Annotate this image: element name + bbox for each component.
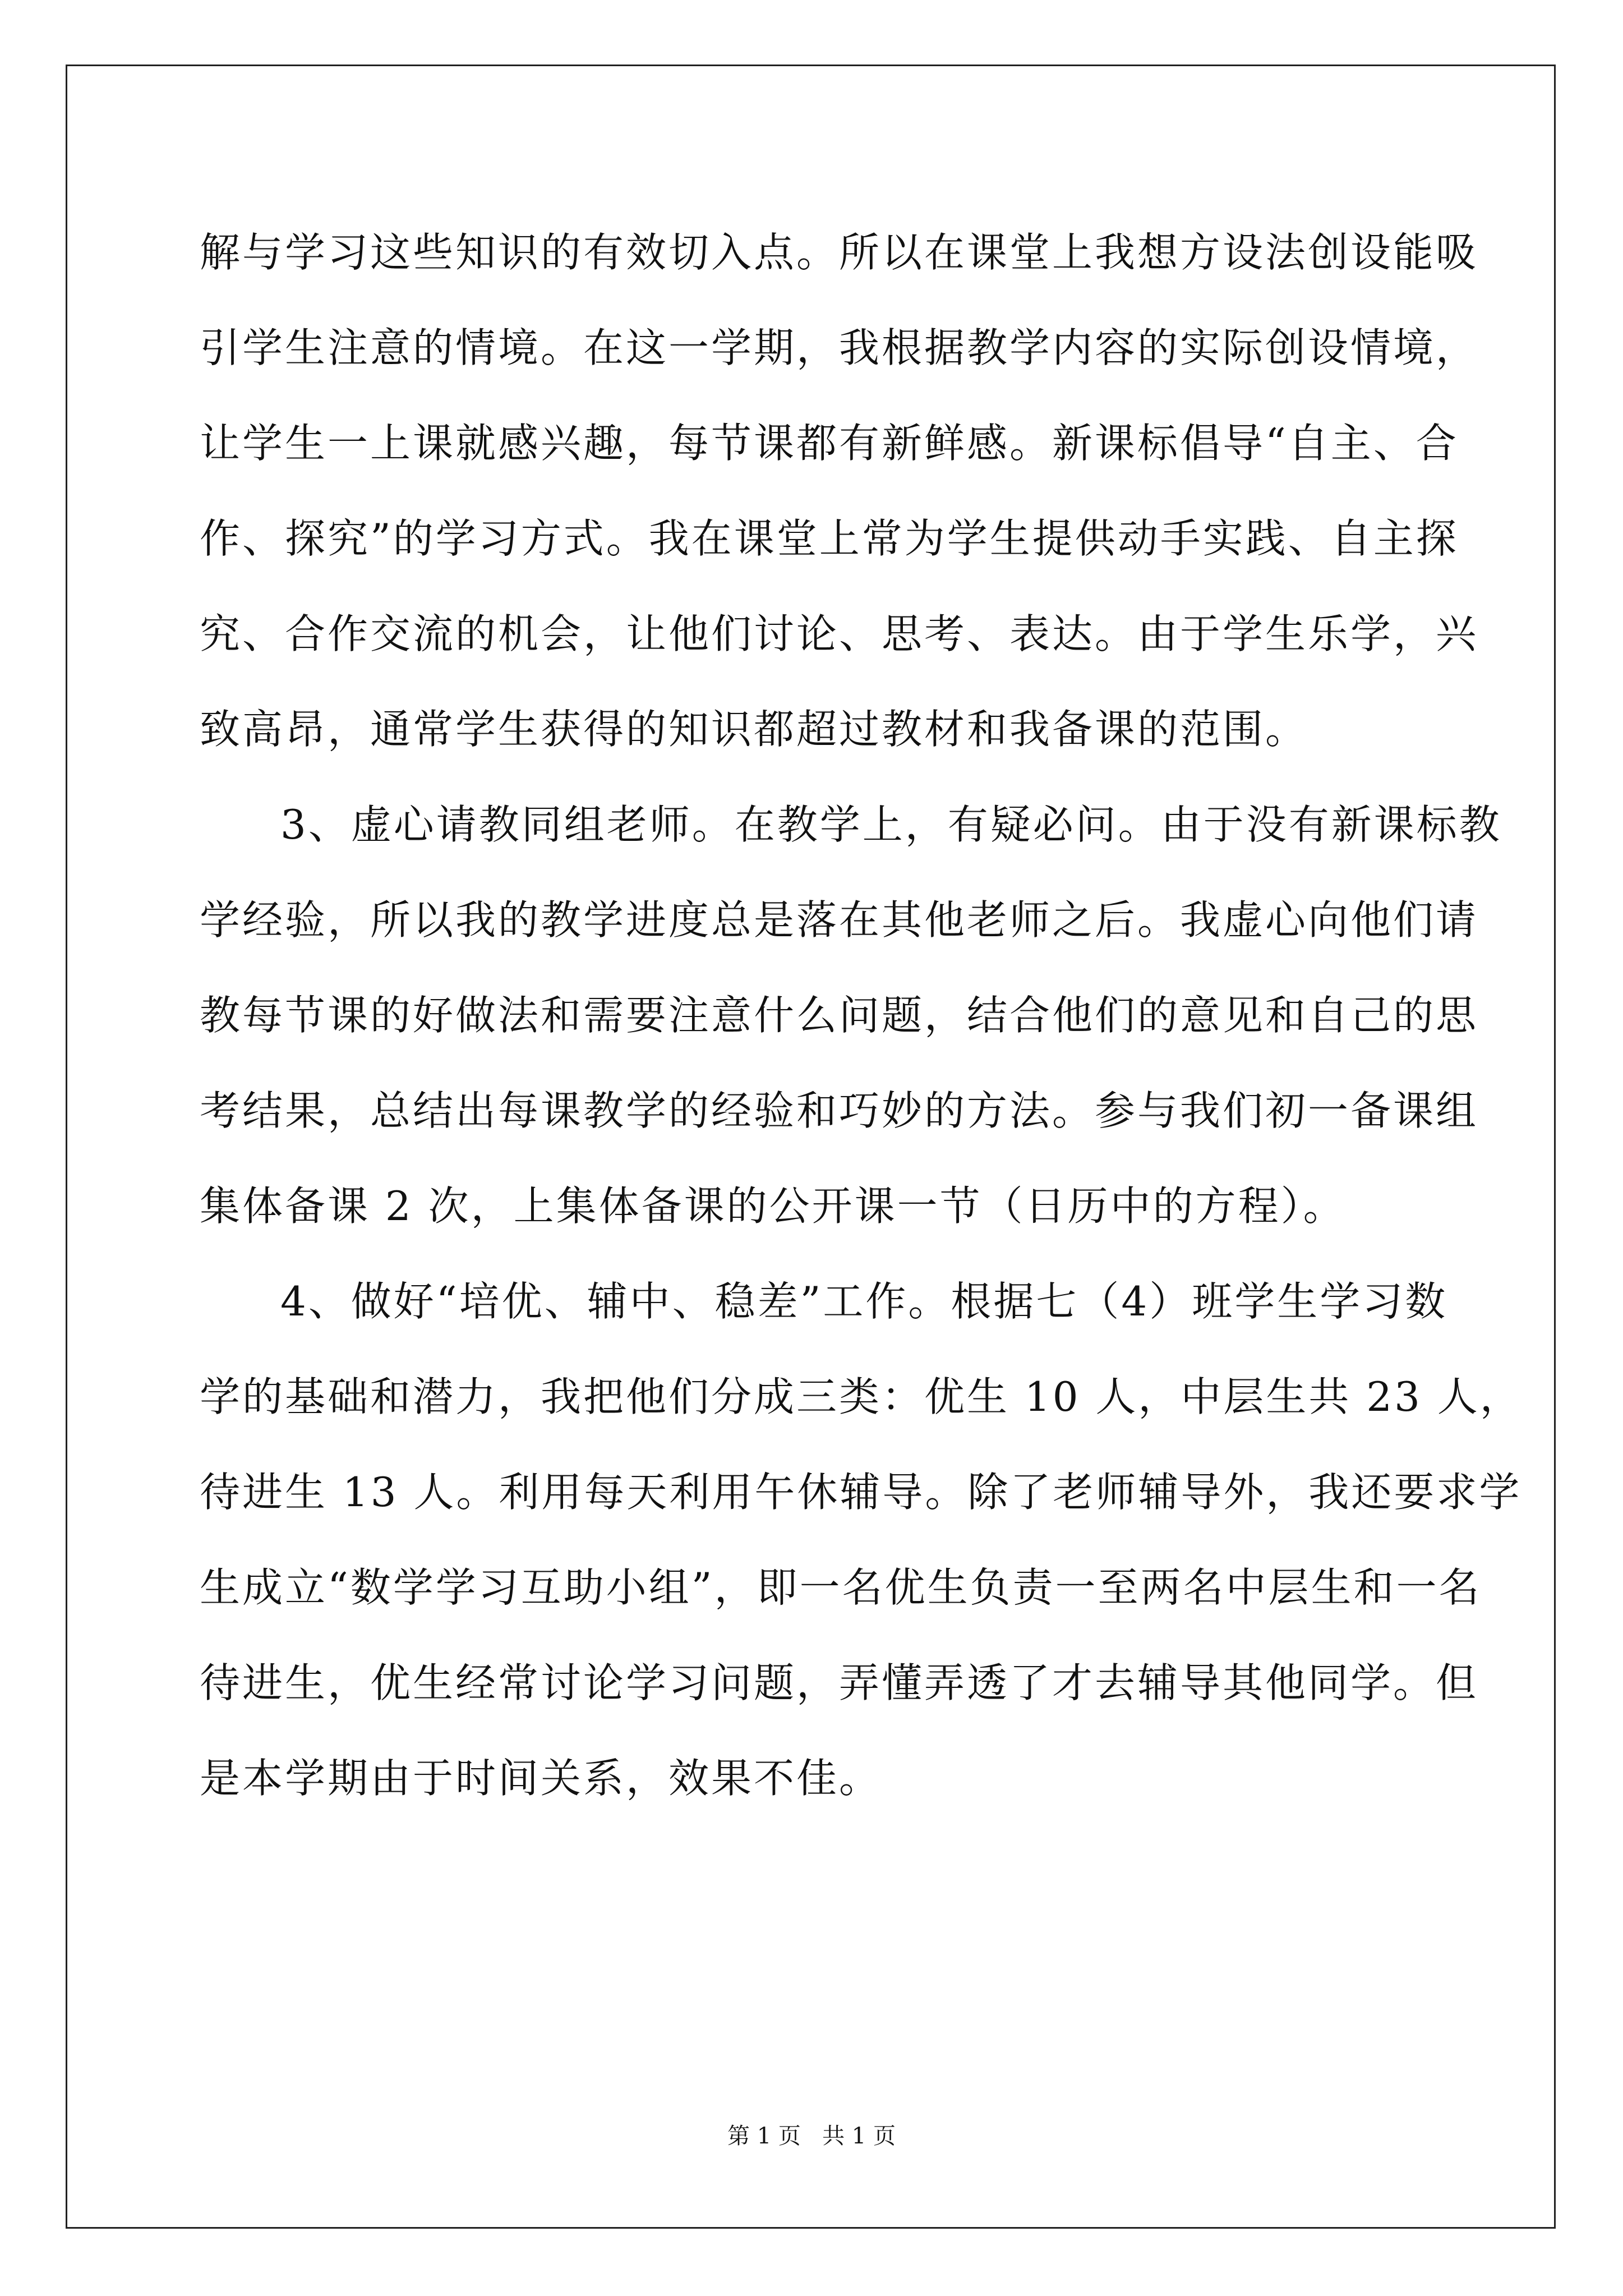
- text-line-14: 待进生 13 人。利用每天利用午休辅导。除了老师辅导外，我还要求学: [200, 1469, 1522, 1516]
- page-border: [66, 65, 1556, 2229]
- text-line-6: 致高昂，通常学生获得的知识都超过教材和我备课的范围。: [200, 706, 1308, 753]
- text-line-13: 学的基础和潜力，我把他们分成三类：优生 10 人，中层生共 23 人，: [200, 1373, 1523, 1420]
- text-line-8: 学经验，所以我的教学进度总是落在其他老师之后。我虚心向他们请: [200, 896, 1479, 944]
- paragraph-3-start: 3、虚心请教同组老师。在教学上，有疑必问。由于没有新课标教: [280, 801, 1502, 848]
- paragraph-4-start: 4、做好“培优、辅中、稳差”工作。根据七（4）班学生学习数: [280, 1278, 1448, 1325]
- text-line-5: 究、合作交流的机会，让他们讨论、思考、表达。由于学生乐学，兴: [200, 610, 1479, 657]
- text-line-17: 是本学期由于时间关系，效果不佳。: [200, 1755, 882, 1802]
- text-line-11: 集体备课 2 次，上集体备课的公开课一节（日历中的方程）。: [200, 1182, 1346, 1230]
- text-line-4: 作、探究”的学习方式。我在课堂上常为学生提供动手实践、自主探: [200, 515, 1459, 562]
- text-line-2: 引学生注意的情境。在这一学期，我根据教学内容的实际创设情境，: [200, 324, 1479, 371]
- text-line-15: 生成立“数学学习互助小组”，即一名优生负责一至两名中层生和一名: [200, 1564, 1482, 1611]
- text-line-10: 考结果，总结出每课教学的经验和巧妙的方法。参与我们初一备课组: [200, 1087, 1479, 1134]
- text-line-16: 待进生，优生经常讨论学习问题，弄懂弄透了才去辅导其他同学。但: [200, 1659, 1479, 1706]
- page-footer: 第 1 页 共 1 页: [727, 2123, 896, 2149]
- text-line-3: 让学生一上课就感兴趣，每节课都有新鲜感。新课标倡导“自主、合: [200, 420, 1459, 467]
- text-line-9: 教每节课的好做法和需要注意什么问题，结合他们的意见和自己的思: [200, 992, 1479, 1039]
- text-line-1: 解与学习这些知识的有效切入点。所以在课堂上我想方设法创设能吸: [200, 229, 1479, 276]
